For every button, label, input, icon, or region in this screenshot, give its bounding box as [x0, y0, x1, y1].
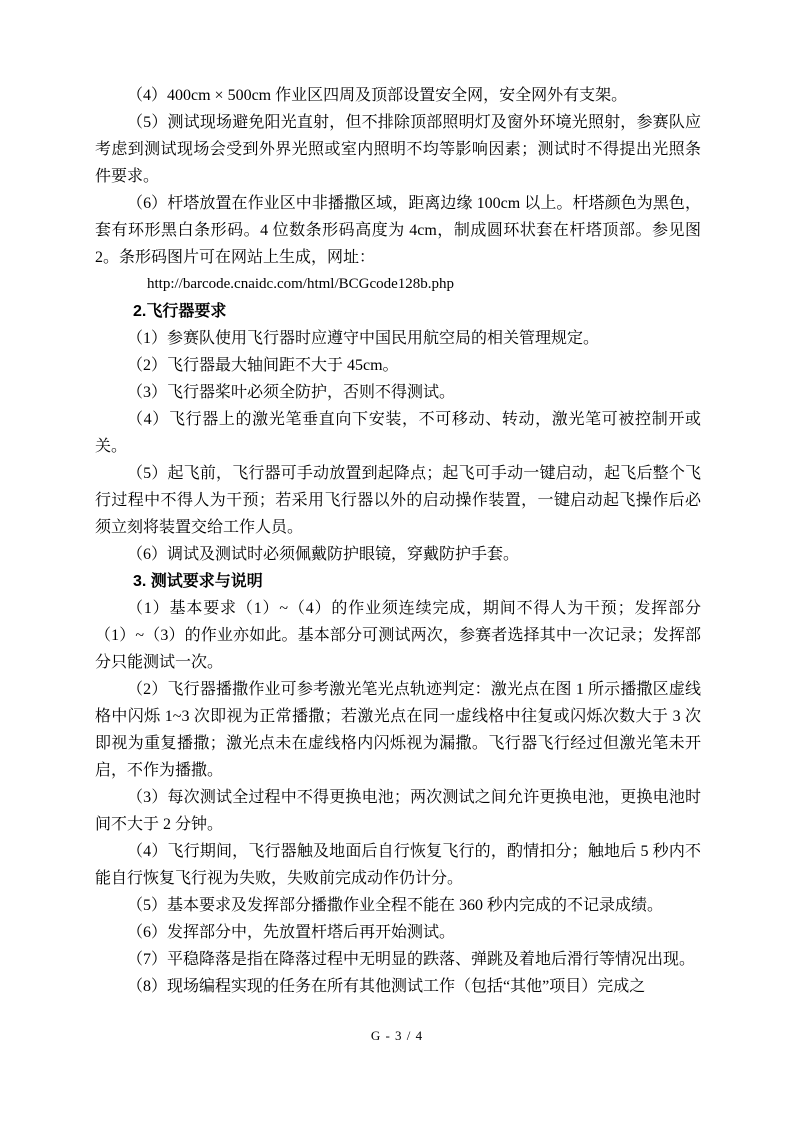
section-heading: 2.飞行器要求: [133, 303, 227, 320]
paragraph: （1）基本要求（1）~（4）的作业须连续完成，期间不得人为干预；发挥部分（1）~（3）的作业亦如此。基本部分可测试两次，参赛者选择其中一次记录；发挥部分只能测试一次。: [95, 600, 701, 671]
paragraph: （6）发挥部分中，先放置杆塔后再开始测试。: [127, 924, 456, 941]
paragraph: （1）参赛队使用飞行器时应遵守中国民用航空局的相关管理规定。: [127, 330, 600, 347]
paragraph: （6）杆塔放置在作业区中非播撒区域，距离边缘 100cm 以上。杆塔颜色为黑色，套有环形黑白条形码。4 位数条形码高度为 4cm，制成圆环状套在杆塔顶部。参见图 2。条形码图片可在网站上生成，网址：: [95, 195, 701, 266]
paragraph: （3）飞行器桨叶必须全防护，否则不得测试。: [127, 384, 456, 401]
paragraph: （4）400cm × 500cm 作业区四周及顶部设置安全网，安全网外有支架。: [127, 87, 628, 104]
paragraph: （5）起飞前，飞行器可手动放置到起降点；起飞可手动一键启动，起飞后整个飞行过程中不得人为干预；若采用飞行器以外的启动操作装置，一键启动起飞操作后必须立刻将装置交给工作人员。: [95, 465, 701, 536]
paragraph: （7）平稳降落是指在降落过程中无明显的跌落、弹跳及着地后滑行等情况出现。: [127, 951, 696, 968]
document-body: [95, 82, 701, 1000]
section-heading: 3. 测试要求与说明: [133, 573, 263, 590]
paragraph: （3）每次测试全过程中不得更换电池；两次测试之间允许更换电池，更换电池时间不大于 2 分钟。: [95, 789, 701, 833]
paragraph: （2）飞行器最大轴间距不大于 45cm。: [127, 357, 399, 374]
paragraph: （5）基本要求及发挥部分播撒作业全程不能在 360 秒内完成的不记录成绩。: [127, 897, 664, 914]
paragraph: （4）飞行器上的激光笔垂直向下安装，不可移动、转动，激光笔可被控制开或关。: [95, 411, 701, 455]
page-number-footer: G - 3 / 4: [370, 1028, 424, 1043]
paragraph: （6）调试及测试时必须佩戴防护眼镜，穿戴防护手套。: [127, 546, 520, 563]
paragraph: （8）现场编程实现的任务在所有其他测试工作（包括“其他”项目）完成之: [127, 978, 646, 995]
url-line: http://barcode.cnaidc.com/html/BCGcode128b.php: [147, 276, 455, 292]
paragraph: （4）飞行期间，飞行器触及地面后自行恢复飞行的，酌情扣分；触地后 5 秒内不能自行恢复飞行视为失败，失败前完成动作仍计分。: [95, 843, 701, 887]
paragraph: （2）飞行器播撒作业可参考激光笔光点轨迹判定：激光点在图 1 所示播撒区虚线格中闪烁 1~3 次即视为正常播撒；若激光点在同一虚线格中往复或闪烁次数大于 3 次即视为重复播撒；激光点未在虚线格内闪烁视为漏撒。飞行器飞行经过但激光笔未开启，不作为播撒。: [95, 681, 701, 779]
paragraph: （5）测试现场避免阳光直射，但不排除顶部照明灯及窗外环境光照射，参赛队应考虑到测试现场会受到外界光照或室内照明不均等影响因素；测试时不得提出光照条件要求。: [95, 114, 701, 185]
